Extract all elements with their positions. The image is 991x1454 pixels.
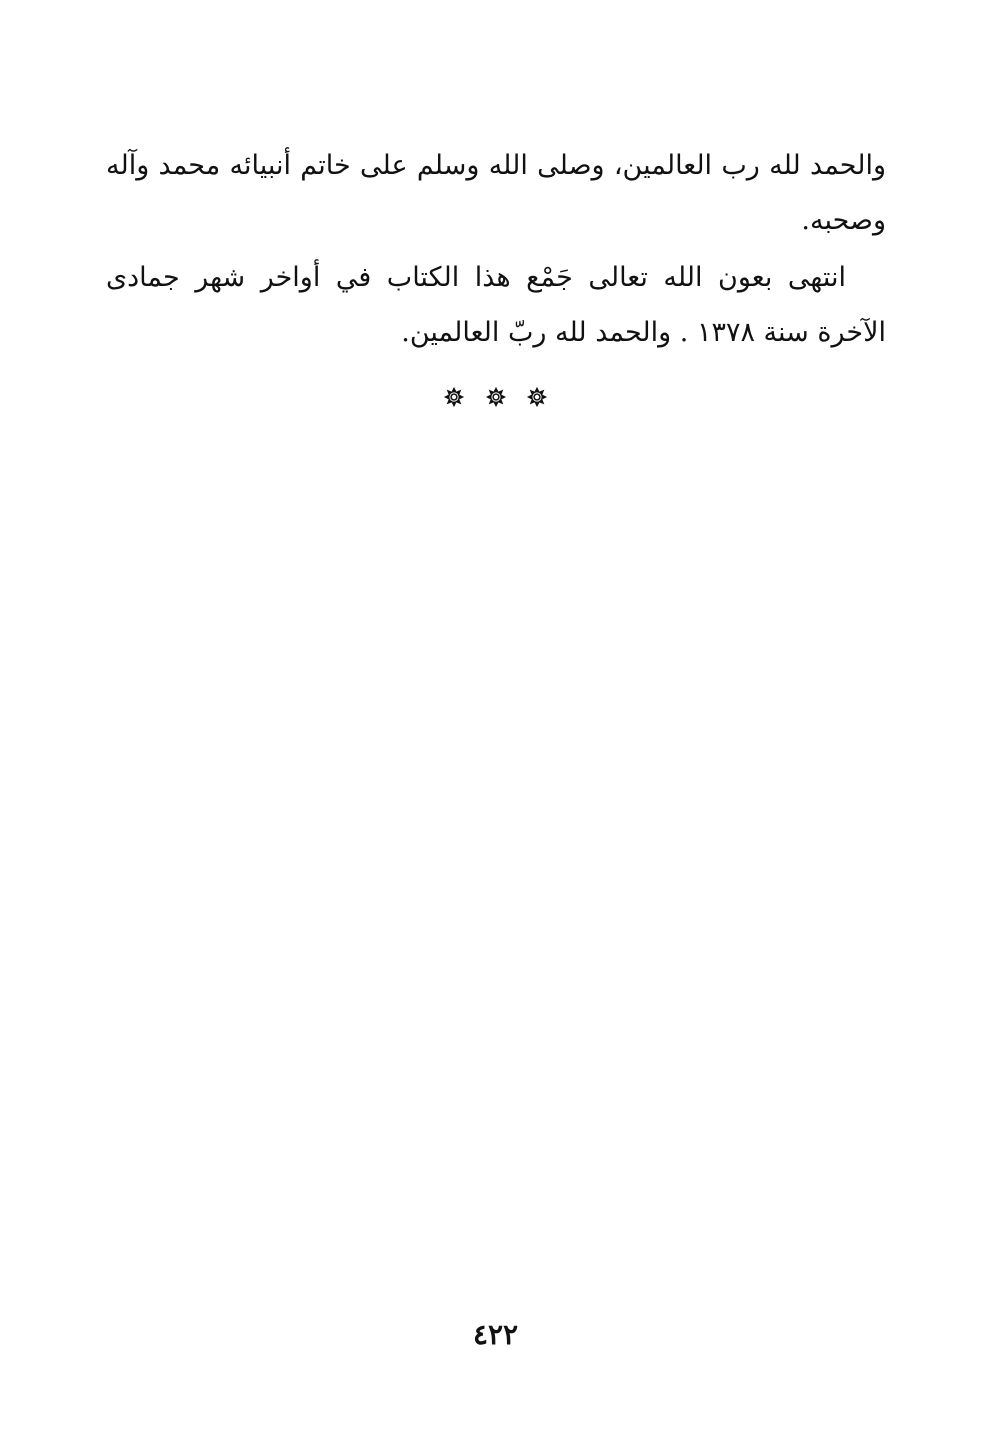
star-ornament-icon — [443, 386, 465, 408]
star-ornament-icon — [526, 386, 548, 408]
page-number: ٤٢٢ — [472, 1318, 519, 1351]
main-text — [106, 138, 886, 360]
colophon-paragraph: انتهى بعون الله تعالى جَمْع هذا الكتاب في أواخر شهر جمادى الآخرة سنة ١٣٧٨ . والحمد لله ربّ العالمين. — [106, 262, 886, 348]
star-ornament-icon — [485, 386, 507, 408]
closing-paragraph: والحمد لله رب العالمين، وصلى الله وسلم على خاتم أنبيائه محمد وآله وصحبه. — [106, 150, 886, 236]
section-divider — [0, 386, 991, 408]
